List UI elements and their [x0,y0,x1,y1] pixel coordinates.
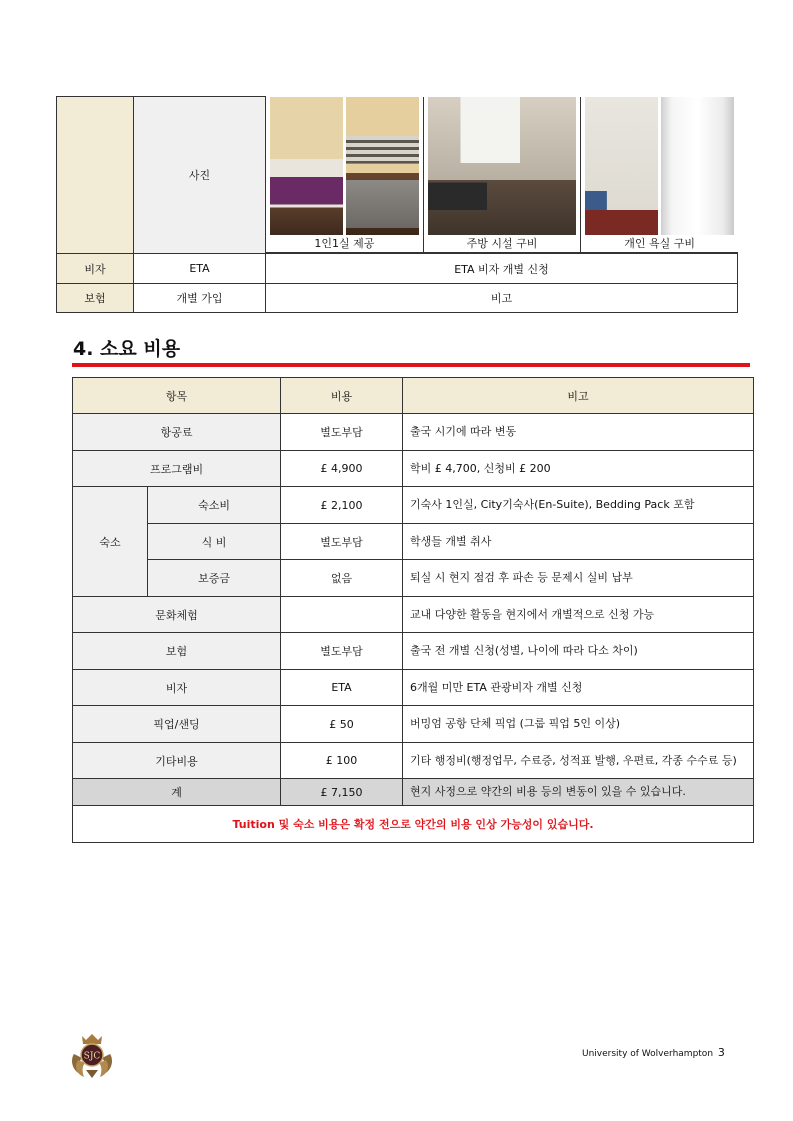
table-row [73,451,754,487]
table-row [73,524,754,560]
row-note: 6개월 미만 ETA 관광비자 개별 신청 [403,670,754,706]
header-item: 항목 [73,378,281,414]
row-note: 기타 행정비(행정업무, 수료증, 성적표 발행, 우편료, 각종 수수료 등) [403,743,754,779]
price-notice: Tuition 및 숙소 비용은 확정 전으로 약간의 비용 인상 가능성이 있습니다. [73,806,754,843]
row-item: 항공료 [73,414,281,451]
accommodation-label: 숙소 [73,487,148,597]
photo-caption-room: 1인1실 제공 [266,236,423,253]
single-room-photo-2 [346,97,419,235]
sjc-logo [68,1030,116,1080]
section-divider [72,363,750,367]
row-cost: 없음 [281,560,403,597]
photo-label: 사진 [134,97,266,254]
row-cost: 별도부담 [281,414,403,451]
table-row [73,633,754,670]
total-label: 계 [73,779,281,806]
row-item: 숙소비 [148,487,281,524]
single-room-photo [270,97,343,235]
photo-group-kitchen [423,97,581,253]
row-cost: ETA [281,670,403,706]
row-note: 기숙사 1인실, City기숙사(En-Suite), Bedding Pack 포함 [403,487,754,524]
page-number: 3 [717,1046,725,1059]
shower-photo [661,97,734,235]
row-cost: 별도부담 [281,524,403,560]
row-item: 비자 [73,670,281,706]
total-cost: £ 7,150 [281,779,403,806]
row-cost: £ 4,900 [281,451,403,487]
table-row [73,670,754,706]
photo-group-room [266,97,423,253]
row-item: 보증금 [148,560,281,597]
visa-note: ETA 비자 개별 신청 [266,254,738,284]
footer [582,1046,725,1059]
row-item: 기타비용 [73,743,281,779]
visa-label: 비자 [57,254,134,284]
photo-group-bathroom [580,97,738,253]
photo-caption-kitchen: 주방 시설 구비 [424,236,581,253]
row-note: 출국 전 개별 신청(성별, 나이에 따라 다소 차이) [403,633,754,670]
cost-table [72,377,754,843]
insurance-note: 비고 [266,284,738,313]
row-note: 버밍엄 공항 단체 픽업 (그룹 픽업 5인 이상) [403,706,754,743]
row-note: 출국 시기에 따라 변동 [403,414,754,451]
table-row [73,706,754,743]
header-cost: 비용 [281,378,403,414]
footer-university: University of Wolverhampton [582,1049,714,1059]
table-row [73,487,754,524]
row-item: 식 비 [148,524,281,560]
photo-caption-bathroom: 개인 욕실 구비 [581,236,738,253]
row-item: 프로그램비 [73,451,281,487]
row-note: 교내 다양한 활동을 현지에서 개별적으로 신청 가능 [403,597,754,633]
svg-text:SJC: SJC [83,1051,101,1062]
table-row [73,597,754,633]
kitchen-photo [428,97,577,235]
row-cost: £ 100 [281,743,403,779]
row-note: 학생들 개별 취사 [403,524,754,560]
row-item: 문화체험 [73,597,281,633]
table-row [73,414,754,451]
row-note: 학비 £ 4,700, 신청비 £ 200 [403,451,754,487]
blank-category-cell [57,97,134,254]
row-cost: £ 2,100 [281,487,403,524]
row-note: 퇴실 시 현지 점검 후 파손 등 문제시 실비 납부 [403,560,754,597]
row-cost: 별도부담 [281,633,403,670]
photos-cell [266,97,738,254]
accommodation-info-table [56,96,738,313]
row-item: 보험 [73,633,281,670]
insurance-label: 보험 [57,284,134,313]
header-note: 비고 [403,378,754,414]
section-title: 4. 소요 비용 [73,338,181,360]
total-row [73,779,754,806]
bathroom-photo [585,97,658,235]
row-cost: £ 50 [281,706,403,743]
row-cost [281,597,403,633]
insurance-type: 개별 가입 [134,284,266,313]
visa-type: ETA [134,254,266,284]
table-row [73,743,754,779]
total-note: 현지 사정으로 약간의 비용 등의 변동이 있을 수 있습니다. [403,779,754,806]
row-item: 픽업/샌딩 [73,706,281,743]
table-row [73,560,754,597]
